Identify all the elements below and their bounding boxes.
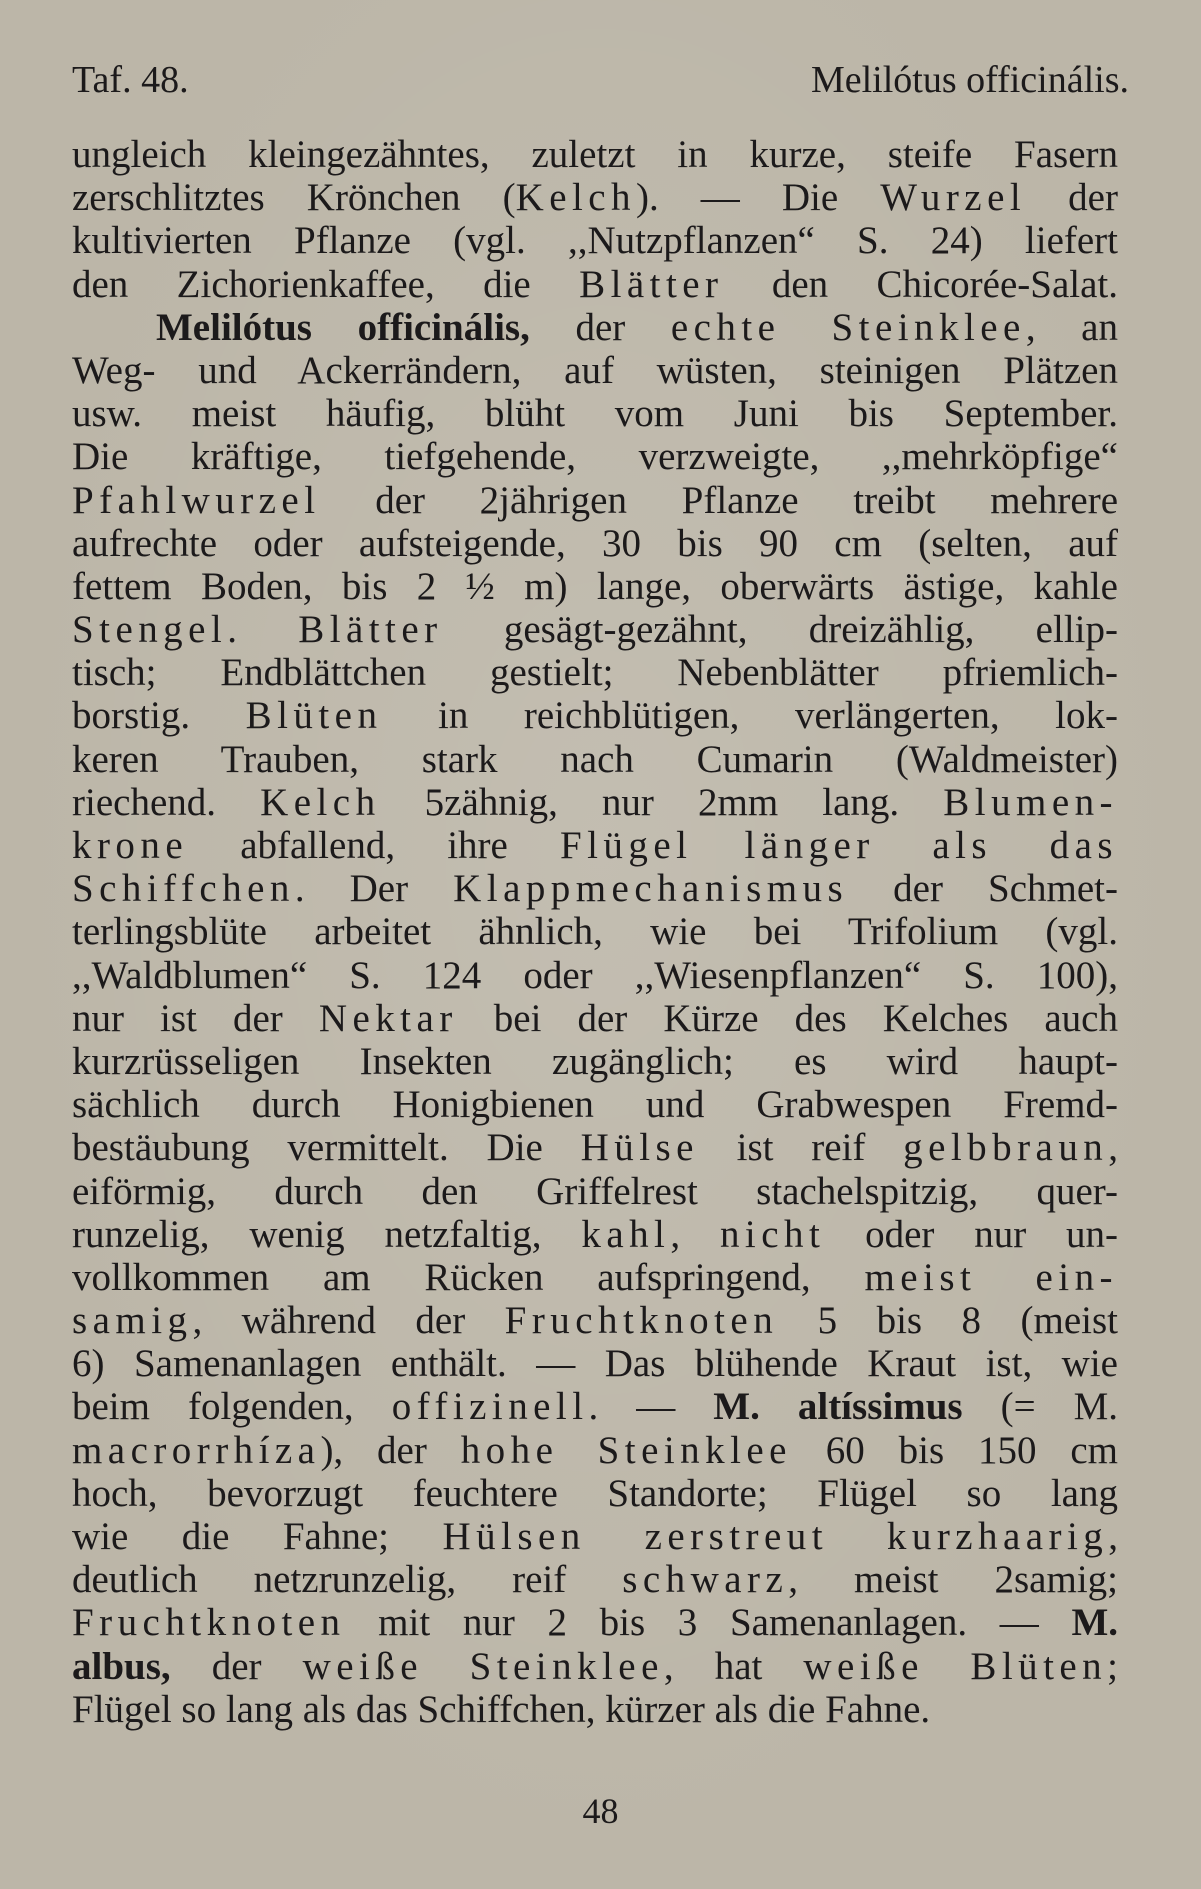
spaced-term: weiße Blüten [803,1644,1108,1688]
text-line: Fruchtknoten mit nur 2 bis 3 Samenanlagen. — M. [72,1601,1118,1645]
spaced-term: Hülsen zerstreut kurzhaarig [442,1515,1109,1558]
text-line: den Zichorienkaffee, die Blätter den Chicorée-Salat. [72,262,1118,306]
spaced-term: gelbbraun [903,1126,1109,1170]
bold-term: M. [1071,1601,1118,1645]
text-line: hoch, bevorzugt feuchtere Standorte; Flügel so lang [72,1471,1118,1515]
spaced-term: Flügel [559,824,693,867]
spaced-term: Blätter [298,608,443,652]
text-line: Weg- und Ackerrändern, auf wüsten, steinigen Plätzen [72,348,1118,392]
spaced-term: meist ein- [864,1255,1118,1299]
spaced-term: Schiffchen [72,867,295,911]
text-line: albus, der weiße Steinklee, hat weiße Blüten; [72,1644,1118,1688]
spaced-term: samig [72,1299,193,1343]
spaced-term: Fruchtknoten [504,1299,779,1343]
spaced-term: macrorrhíza [72,1428,321,1472]
spaced-term: Stengel [72,608,228,652]
spaced-term: Kelch [515,176,636,220]
text-line: riechend. Kelch 5zähnig, nur 2mm lang. Blumen- [72,780,1118,824]
spaced-term: länger als das [744,824,1118,867]
text-line: Pfahlwurzel der 2jährigen Pflanze treibt mehrere [72,478,1118,522]
text-line: zerschlitztes Krönchen (Kelch). — Die Wurzel der [72,176,1118,220]
spaced-term: Wurzel [880,176,1027,220]
text-line: samig, während der Fruchtknoten 5 bis 8 (meist [72,1299,1118,1343]
spaced-term: Blüten [245,694,383,738]
text-line: usw. meist häufig, blüht vom Juni bis September. [72,392,1118,436]
spaced-term: echte Steinklee [670,305,1026,349]
spaced-term: weiße Steinklee [302,1644,664,1688]
text-line: keren Trauben, stark nach Cumarin (Waldmeister) [72,737,1118,781]
running-title: Melilótus officinális. [810,59,1129,101]
text-line: ,,Waldblumen“ S. 124 oder ,,Wiesenpflanzen“ S. 100), [72,953,1118,997]
body-text [72,133,1118,1731]
spaced-term: offizinell [391,1385,589,1429]
spaced-term: kahl [581,1212,671,1256]
text-line: Melilótus officinális, der echte Steinklee, an [156,305,1118,349]
text-line: fettem Boden, bis 2 ½ m) lange, oberwärts ästige, kahle [72,564,1118,608]
text-line: tisch; Endblättchen gestielt; Nebenblätter pfriemlich- [72,651,1118,695]
bold-term: albus, [72,1644,171,1688]
text-line: bestäubung vermittelt. Die Hülse ist reif gelbbraun, [72,1126,1118,1170]
text-line: sächlich durch Honigbienen und Grabwespen Fremd- [72,1083,1118,1127]
spaced-term: Pfahlwurzel [72,478,321,522]
spaced-term: Fruchtknoten [72,1601,346,1645]
text-line: wie die Fahne; Hülsen zerstreut kurzhaarig, [72,1515,1118,1558]
spaced-term: nicht [719,1212,826,1256]
text-line: eiförmig, durch den Griffelrest stachelspitzig, quer- [72,1169,1118,1213]
text-line: Die kräftige, tiefgehende, verzweigte, ,,mehrköpfige“ [72,435,1118,479]
text-line: runzelig, wenig netzfaltig, kahl, nicht oder nur un- [72,1212,1118,1256]
text-line: nur ist der Nektar bei der Kürze des Kelches auch [72,996,1118,1040]
spaced-term: schwarz [622,1558,789,1602]
bold-term: Melilótus officinális, [156,305,530,349]
bold-term: M. altíssimus [713,1385,963,1429]
text-line: Flügel so lang als das Schiffchen, kürzer als die Fahne. [72,1687,931,1731]
spaced-term: krone [72,824,189,867]
text-line: 6) Samenanlagen enthält. — Das blühende Kraut ist, wie [72,1342,1118,1386]
spaced-term: Hülse [580,1126,699,1170]
text-line: beim folgenden, offizinell. — M. altíssimus (= M. [72,1385,1118,1429]
spaced-term: Nektar [318,996,458,1040]
text-line: kultivierten Pflanze (vgl. ,,Nutzpflanzen“ S. 24) liefert [72,219,1118,263]
text-line: Schiffchen. Der Klappmechanismus der Schmet- [72,867,1118,911]
text-line: macrorrhíza), der hohe Steinklee 60 bis 150 cm [72,1428,1118,1472]
text-line: kurzrüsseligen Insekten zugänglich; es wird haupt- [72,1039,1118,1083]
text-line: borstig. Blüten in reichblütigen, verlängerten, lok- [72,694,1118,738]
running-header [72,50,1129,110]
spaced-term: Blumen- [943,780,1118,824]
spaced-term: Kelch [260,780,381,824]
text-line: aufrechte oder aufsteigende, 30 bis 90 cm (selten, auf [72,521,1118,565]
text-line: terlingsblüte arbeitet ähnlich, wie bei Trifolium (vgl. [72,910,1118,954]
page-number: 48 [582,1791,619,1831]
plate-number: Taf. 48. [72,59,189,101]
text-line: krone abfallend, ihre Flügel länger als das [72,824,1118,867]
spaced-term: Blätter [579,262,724,306]
text-line: Stengel. Blätter gesägt-gezähnt, dreizählig, ellip- [72,608,1118,652]
text-line: deutlich netzrunzelig, reif schwarz, meist 2samig; [72,1558,1118,1602]
text-line: vollkommen am Rücken aufspringend, meist ein- [72,1255,1118,1299]
spaced-term: hohe Steinklee [460,1428,792,1472]
text-line: ungleich kleingezähntes, zuletzt in kurze, steife Fasern [72,133,1118,176]
spaced-term: Klappmechanismus [453,867,849,911]
